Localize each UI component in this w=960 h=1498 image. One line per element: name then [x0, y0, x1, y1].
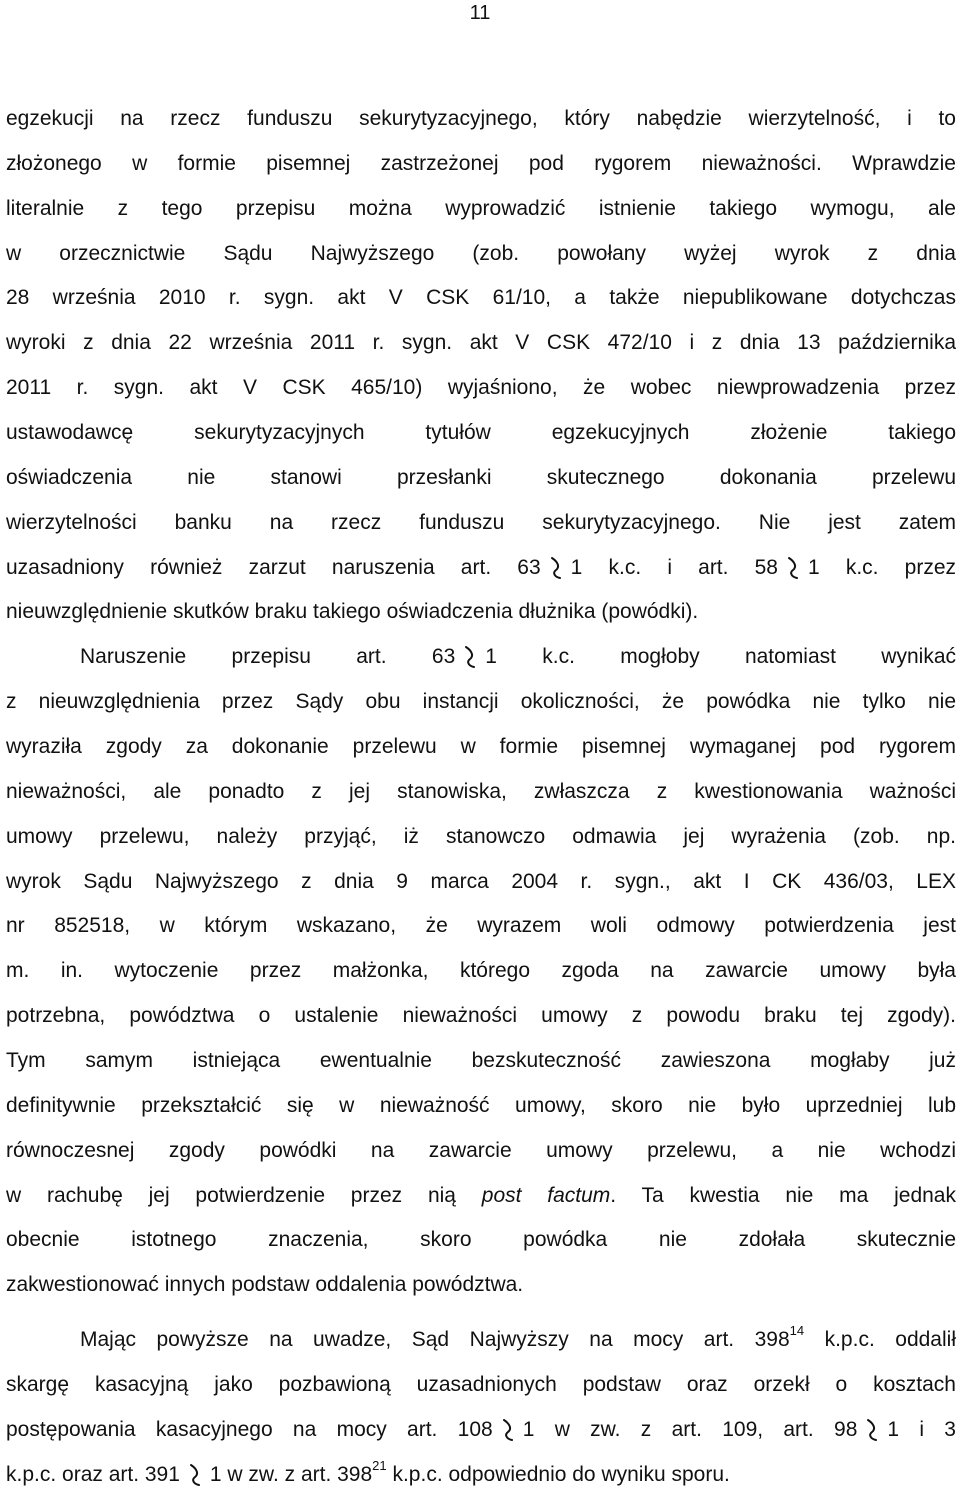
section-sign-icon	[463, 645, 477, 669]
text-line: potrzebna, powództwa o ustalenie nieważności umowy z powodu braku tej zgody).	[6, 1004, 956, 1028]
document-body	[6, 97, 956, 1498]
text-line: obecnie istotnego znaczenia, skoro powódka nie zdołała skutecznie	[6, 1228, 956, 1252]
text-line: wyraziła zgody za dokonanie przelewu w formie pisemnej wymaganej pod rygorem	[6, 735, 956, 759]
text-line: uzasadniony również zarzut naruszenia art. 63 1 k.c. i art. 58 1 k.c. przez	[6, 555, 956, 579]
text-line: definitywnie przekształcić się w nieważność umowy, skoro nie było uprzedniej lub	[6, 1093, 956, 1117]
text-line: nr 852518, w którym wskazano, że wyrazem woli odmowy potwierdzenia jest	[6, 914, 956, 938]
text-line: literalnie z tego przepisu można wyprowadzić istnienie takiego wymogu, ale	[6, 196, 956, 220]
text-line: równoczesnej zgody powódki na zawarcie umowy przelewu, a nie wchodzi	[6, 1138, 956, 1162]
text-line: umowy przelewu, należy przyjąć, iż stanowczo odmawia jej wyrażenia (zob. np.	[6, 824, 956, 848]
text-line: złożonego w formie pisemnej zastrzeżonej pod rygorem nieważności. Wprawdzie	[6, 151, 956, 175]
text-line: Tym samym istniejąca ewentualnie bezskuteczność zawieszona mogłaby już	[6, 1049, 956, 1073]
text-line: wyrok Sądu Najwyższego z dnia 9 marca 2004 r. sygn., akt I CK 436/03, LEX	[6, 869, 956, 893]
text-line: skargę kasacyjną jako pozbawioną uzasadnionych podstaw oraz orzekł o kosztach	[6, 1373, 956, 1397]
section-sign-icon	[865, 1418, 879, 1442]
section-sign-icon	[786, 556, 800, 580]
text-line: wyroki z dnia 22 września 2011 r. sygn. akt V CSK 472/10 i z dnia 13 października	[6, 331, 956, 355]
text-line: ustawodawcę sekurytyzacyjnych tytułów egzekucyjnych złożenie takiego	[6, 421, 956, 445]
text-line: oświadczenia nie stanowi przesłanki skutecznego dokonania przelewu	[6, 465, 956, 489]
text-line: Naruszenie przepisu art. 63 1 k.c. mogłoby natomiast wynikać	[80, 645, 956, 669]
text-line: k.p.c. oraz art. 391 1 w zw. z art. $398^{21}$ k.p.c. odpowiednio do wyniku sporu.	[6, 1457, 730, 1486]
superscript: 21	[372, 1457, 387, 1473]
text-line: nieważności, ale ponadto z jej stanowiska, zwłaszcza z kwestionowania ważności	[6, 779, 956, 803]
italic-phrase: post factum	[481, 1183, 611, 1207]
section-sign-icon	[501, 1418, 515, 1442]
text-line: w rachubę jej potwierdzenie przez nią post factum. Ta kwestia nie ma jednak	[6, 1183, 956, 1207]
section-sign-icon	[549, 556, 563, 580]
text-line: z nieuwzględnienia przez Sądy obu instancji okoliczności, że powódka nie tylko nie	[6, 690, 956, 714]
page-number: 11	[469, 2, 491, 24]
text-line: postępowania kasacyjnego na mocy art. 108 1 w zw. z art. 109, art. 98 1 i 3	[6, 1417, 956, 1441]
section-sign-icon	[188, 1463, 202, 1487]
text-line: 2011 r. sygn. akt V CSK 465/10) wyjaśniono, że wobec niewprowadzenia przez	[6, 376, 956, 400]
text-line: wierzytelności banku na rzecz funduszu sekurytyzacyjnego. Nie jest zatem	[6, 510, 956, 534]
text-line: m. in. wytoczenie przez małżonka, którego zgoda na zawarcie umowy była	[6, 959, 956, 983]
text-line: nieuwzględnienie skutków braku takiego oświadczenia dłużnika (powódki).	[6, 600, 699, 624]
text-line: zakwestionować innych podstaw oddalenia powództwa.	[6, 1273, 524, 1297]
superscript: 14	[789, 1323, 805, 1339]
text-line: Mając powyższe na uwadze, Sąd Najwyższy na mocy art. $398^{14}$ k.p.c. oddalił	[80, 1323, 956, 1352]
text-line: egzekucji na rzecz funduszu sekurytyzacyjnego, który nabędzie wierzytelność, i to	[6, 107, 956, 130]
text-line: 28 września 2010 r. sygn. akt V CSK 61/10, a także niepublikowane dotychczas	[6, 286, 956, 310]
text-line: w orzecznictwie Sądu Najwyższego (zob. powołany wyżej wyrok z dnia	[6, 241, 956, 265]
